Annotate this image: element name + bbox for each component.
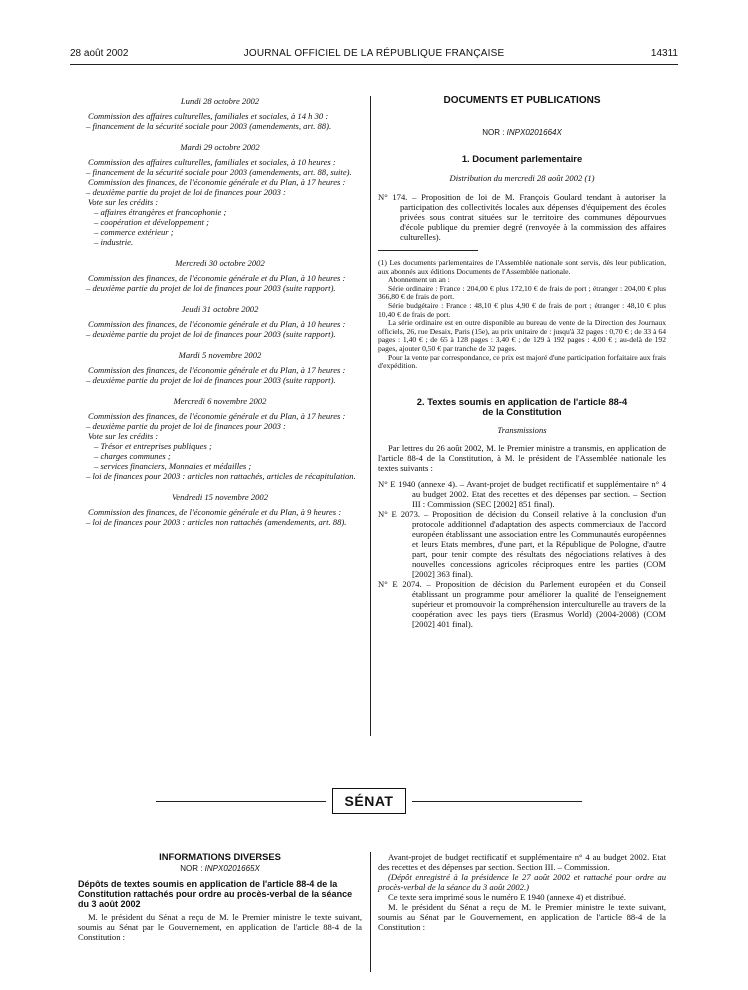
agenda-column [78, 96, 362, 538]
senat-banner: SÉNAT [332, 788, 406, 814]
footnote-abonnement: Abonnement un an : [388, 275, 450, 285]
senat-rule-right [412, 801, 582, 802]
senat-right-p3: Ce texte sera imprimé sous le numéro E 1940 (annexe 4) et distribué. [388, 892, 626, 902]
entry-e2074: N° E 2074. – Proposition de décision du Parlement européen et du Conseil établissant un programme pour améliorer la qualité de l'enseignement supérieur et promouvoir la compréhension interculturelle au travers de la coopération avec les pays tiers (Erasmus World) (2004-2008) (COM [2002] 401 final). [378, 578, 666, 629]
agenda-line: Commission des finances, de l'économie générale et du Plan, à 17 heures : [88, 365, 346, 375]
senat-right-p2: (Dépôt enregistré à la présidence le 27 août 2002 et rattaché pour ordre au procès-verbal de la séance du 3 août 2002.) [378, 872, 666, 892]
senat-column-divider [370, 852, 371, 972]
header-rule [70, 64, 678, 65]
agenda-line: – deuxième partie du projet de loi de finances pour 2003 : [86, 187, 286, 197]
agenda-line: – coopération et développement ; [94, 217, 210, 227]
senat-rule-left [156, 801, 326, 802]
senat-right-column [378, 852, 666, 932]
agenda-spacer [78, 527, 362, 538]
transmissions-heading: Transmissions [497, 424, 547, 435]
section-1-title: 1. Document parlementaire [461, 153, 583, 164]
agenda-line: – loi de finances pour 2003 : articles non rattachés (amendements, art. 88). [86, 517, 347, 527]
informations-diverses-heading: INFORMATIONS DIVERSES [159, 851, 281, 862]
agenda-day-heading: Mardi 5 novembre 2002 [178, 350, 262, 360]
agenda-line: Commission des finances, de l'économie générale et du Plan, à 10 heures : [88, 273, 346, 283]
agenda-line: Commission des finances, de l'économie générale et du Plan, à 10 heures : [88, 319, 346, 329]
column-divider [370, 96, 371, 736]
agenda-spacer [78, 385, 362, 396]
agenda-day-heading: Lundi 28 octobre 2002 [180, 96, 260, 106]
footnote-vente: La série ordinaire est en outre disponible au bureau de vente de la Direction des Journaux officiels, 26, rue Desaix, Paris (15e), au prix unitaire de : jusqu'à 32 pages : 0,70 € ; de 33 à 64 pages : 1,40 € ; de 65 à 128 pages : 3,40 € ; de 129 à 192 pages : 4,00 € ; au-delà de 192 pages, ajouter 0,50 € par tranche de 32 pages. [378, 318, 666, 353]
agenda-line: – deuxième partie du projet de loi de finances pour 2003 (suite rapport). [86, 375, 336, 385]
header-title: JOURNAL OFFICIEL DE LA RÉPUBLIQUE FRANÇAISE [243, 48, 505, 59]
transmissions-intro: Par lettres du 26 août 2002, M. le Premier ministre a transmis, en application de l'article 88-4 de la Constitution, à M. le président de l'Assemblée nationale les textes suivants : [378, 442, 666, 473]
agenda-line: – services financiers, Monnaies et médailles ; [94, 461, 252, 471]
agenda-spacer [78, 131, 362, 142]
documents-heading: DOCUMENTS ET PUBLICATIONS [443, 95, 601, 106]
agenda-line: – deuxième partie du projet de loi de finances pour 2003 : [86, 421, 286, 431]
footnote-correspondance: Pour la vente par correspondance, ce prix est majoré d'une participation forfaitaire aux frais d'expédition. [378, 352, 666, 371]
page-header [70, 48, 678, 64]
agenda-line: Vote sur les crédits : [88, 197, 159, 207]
footnote-serie-ordinaire: Série ordinaire : France : 204,00 € plus 172,10 € de frais de port ; étranger : 204,00 € plus 366,80 € de frais de port. [378, 283, 666, 302]
agenda-spacer [78, 481, 362, 492]
agenda-day-heading: Vendredi 15 novembre 2002 [171, 492, 269, 502]
agenda-spacer [78, 247, 362, 258]
entry-e1940: N° E 1940 (annexe 4). – Avant-projet de budget rectificatif et supplémentaire n° 4 au budget 2002. Etat des recettes et des dépenses par section. – Section III : Commission (SEC [2002] 851 final). [378, 478, 666, 509]
senat-right-p4: M. le président du Sénat a reçu de M. le Premier ministre le texte suivant, soumis au Sénat par le Gouvernement, en application de l'article 88-4 de la Constitution : [378, 902, 666, 932]
agenda-spacer [78, 293, 362, 304]
agenda-day-heading: Jeudi 31 octobre 2002 [181, 304, 259, 314]
documents-column [378, 96, 666, 629]
agenda-line: – commerce extérieur ; [94, 227, 174, 237]
nor-reference: NOR : INPX0201664X [482, 128, 562, 137]
agenda-day-heading: Mardi 29 octobre 2002 [180, 142, 260, 152]
agenda-line: – Trésor et entreprises publiques ; [94, 441, 212, 451]
agenda-line: – deuxième partie du projet de loi de finances pour 2003 (suite rapport). [86, 329, 336, 339]
agenda-line: Vote sur les crédits : [88, 431, 159, 441]
senat-left-paragraph: M. le président du Sénat a reçu de M. le Premier ministre le texte suivant, soumis au Sénat par le Gouvernement, en application de l'article 88-4 de la Constitution : [78, 912, 362, 943]
entry-e2073: N° E 2073. – Proposition de décision du Conseil relative à la conclusion d'un protocole additionnel d'adaptation des aspects commerciaux de l'accord européen établissant une association entre les Communautés européennes et leurs Etats membres, d'une part, et la République de Pologne, d'autre part, pour tenir compte des résultats des négociations relatives à des nouvelles concessions agricoles réciproques entre les parties (COM [2002] 363 final). [378, 508, 666, 579]
distribution-line: Distribution du mercredi 28 août 2002 (1) [449, 173, 595, 183]
section-2-title: 2. Textes soumis en application de l'article 88-4 de la Constitution [416, 395, 628, 417]
header-page-number: 14311 [650, 48, 678, 59]
agenda-line: – industrie. [94, 237, 134, 247]
agenda-line: – charges communes ; [94, 451, 171, 461]
header-date: 28 août 2002 [70, 48, 129, 59]
agenda-line: – affaires étrangères et francophonie ; [94, 207, 227, 217]
footnote-1: (1) Les documents parlementaires de l'Assemblée nationale sont servis, dès leur publication, aux abonnés aux éditions Documents de l'Assemblée nationale. [378, 258, 666, 276]
agenda-day-heading: Mercredi 30 octobre 2002 [175, 258, 265, 268]
agenda-line: – financement de la sécurité sociale pour 2003 (amendements, art. 88). [86, 121, 332, 131]
agenda-line: Commission des finances, de l'économie générale et du Plan, à 17 heures : [88, 411, 346, 421]
footnote-rule [378, 250, 478, 251]
agenda-spacer [78, 339, 362, 350]
footnote-serie-budgetaire: Série budgétaire : France : 48,10 € plus 4,90 € de frais de port ; étranger : 48,10 € plus 10,40 € de frais de port. [378, 300, 666, 319]
agenda-line: Commission des finances, de l'économie générale et du Plan, à 17 heures : [88, 177, 346, 187]
senat-right-p1: Avant-projet de budget rectificatif et supplémentaire n° 4 au budget 2002. Etat des recettes et des dépenses par section. Section III. – Commission. [378, 852, 666, 872]
agenda-line: – deuxième partie du projet de loi de finances pour 2003 (suite rapport). [86, 283, 336, 293]
agenda-line: Commission des affaires culturelles, familiales et sociales, à 14 h 30 : [88, 111, 329, 121]
depots-subheading: Dépôts de textes soumis en application de l'article 88-4 de la Constitution rattachés pour ordre au procès-verbal de la séance du 3 août 2002 [78, 879, 353, 909]
agenda-line: Commission des affaires culturelles, familiales et sociales, à 10 heures : [88, 157, 336, 167]
agenda-line: – financement de la sécurité sociale pour 2003 (amendements, art. 88, suite). [86, 167, 352, 177]
agenda-line: Commission des finances, de l'économie générale et du Plan, à 9 heures : [88, 507, 342, 517]
agenda-line: – loi de finances pour 2003 : articles non rattachés, articles de récapitulation. [86, 471, 356, 481]
senat-nor-reference: NOR : INPX0201665X [180, 864, 260, 873]
entry-174: N° 174. – Proposition de loi de M. François Goulard tendant à autoriser la participation des collectivités locales aux dépenses d'équipement des écoles privées sous contrat situées sur le territoire des communes dépourvues d'école publique du premier degré (renvoyée à la commission des affaires culturelles). [378, 192, 666, 242]
senat-left-column [78, 852, 362, 942]
agenda-day-heading: Mercredi 6 novembre 2002 [173, 396, 267, 406]
